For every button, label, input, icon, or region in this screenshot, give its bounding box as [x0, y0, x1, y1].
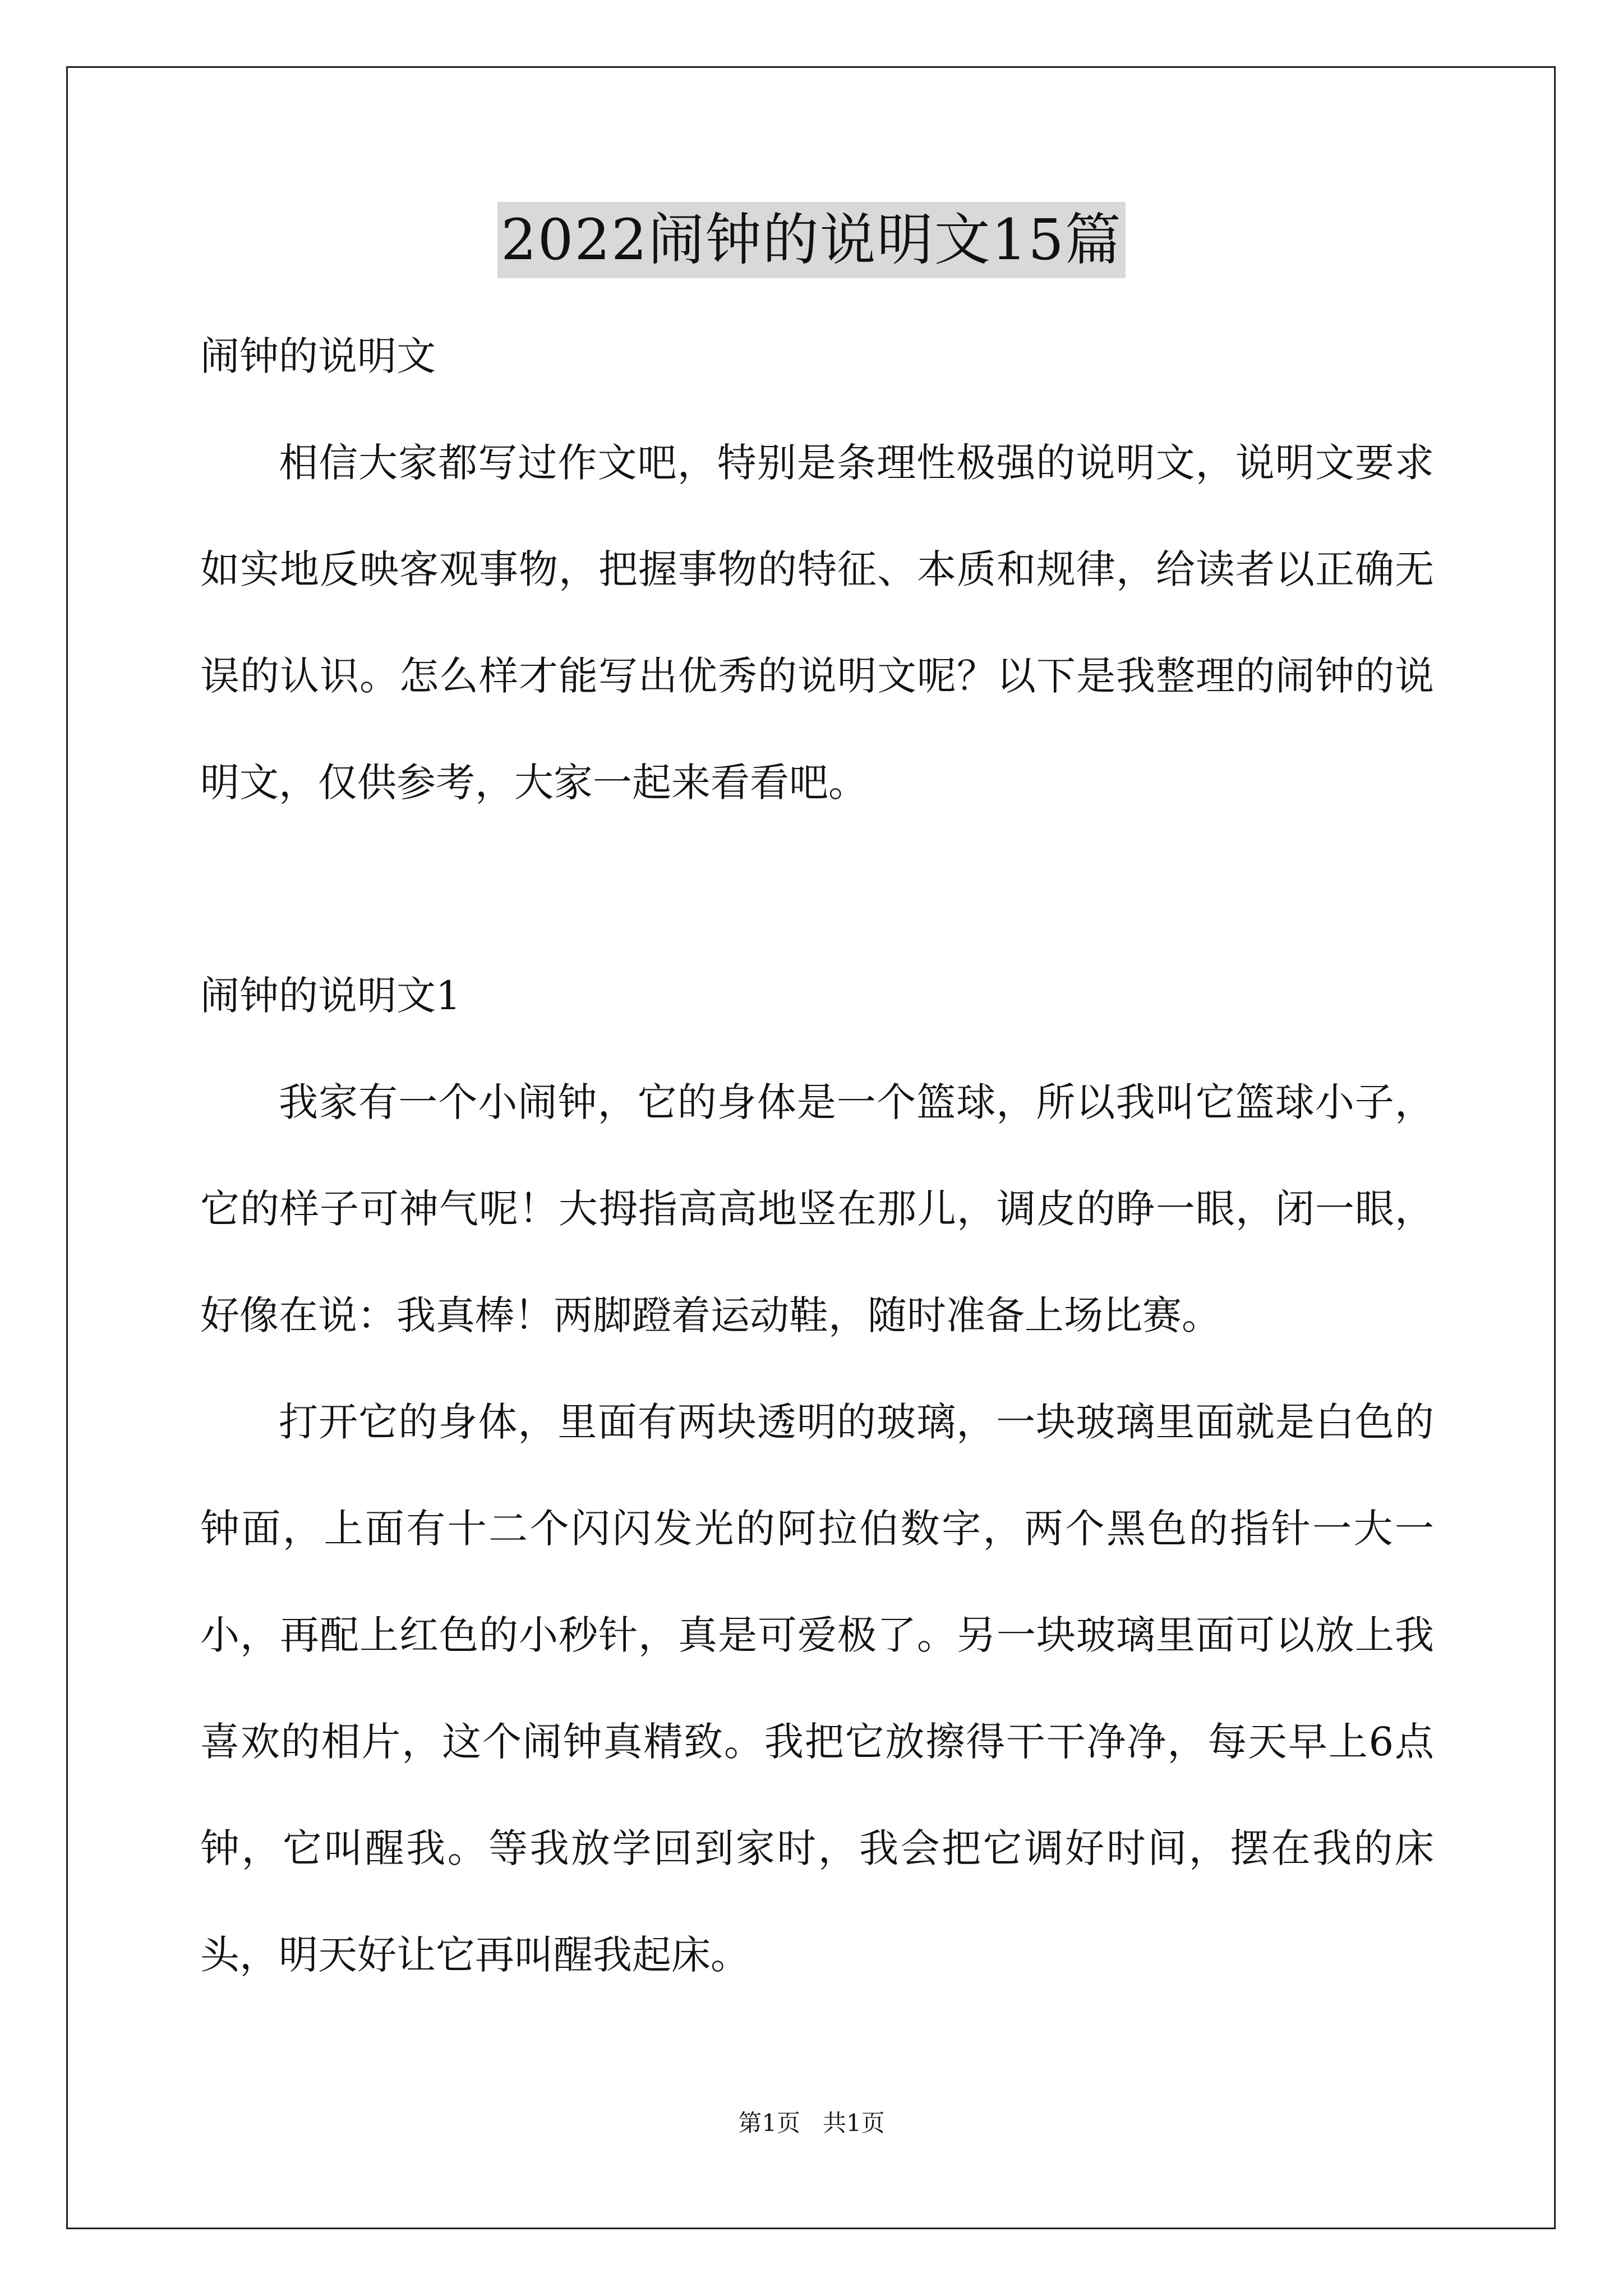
document-title: 2022闹钟的说明文15篇: [497, 202, 1126, 278]
paragraph: 相信大家都写过作文吧，特别是条理性极强的说明文，说明文要求如实地反映客观事物，把握事物的特征、本质和规律，给读者以正确无误的认识。怎么样才能写出优秀的说明文呢？以下是我整理的闹钟的说明文，仅供参考，大家一起来看看吧。: [200, 440, 1434, 806]
paragraph: 打开它的身体，里面有两块透明的玻璃，一块玻璃里面就是白色的钟面，上面有十二个闪闪发光的阿拉伯数字，两个黑色的指针一大一小，再配上红色的小秒针，真是可爱极了。另一块玻璃里面可以放上我喜欢的相片，这个闹钟真精致。我把它放擦得干干净净，每天早上6点钟，它叫醒我。等我放学回到家时，我会把它调好时间，摆在我的床头，明天好让它再叫醒我起床。: [200, 1399, 1434, 1978]
document-body: [200, 303, 1434, 2008]
blank-line: [200, 836, 1434, 942]
paragraph: 我家有一个小闹钟，它的身体是一个篮球，所以我叫它篮球小子，它的样子可神气呢！大拇指高高地竖在那儿，调皮的睁一眼，闭一眼，好像在说：我真棒！两脚蹬着运动鞋，随时准备上场比赛。: [200, 1079, 1434, 1338]
section-heading: 闹钟的说明文: [200, 333, 436, 379]
page-footer: 第1页 共1页: [738, 2109, 885, 2137]
section-heading: 闹钟的说明文1: [200, 973, 461, 1019]
title-container: [0, 202, 1623, 278]
